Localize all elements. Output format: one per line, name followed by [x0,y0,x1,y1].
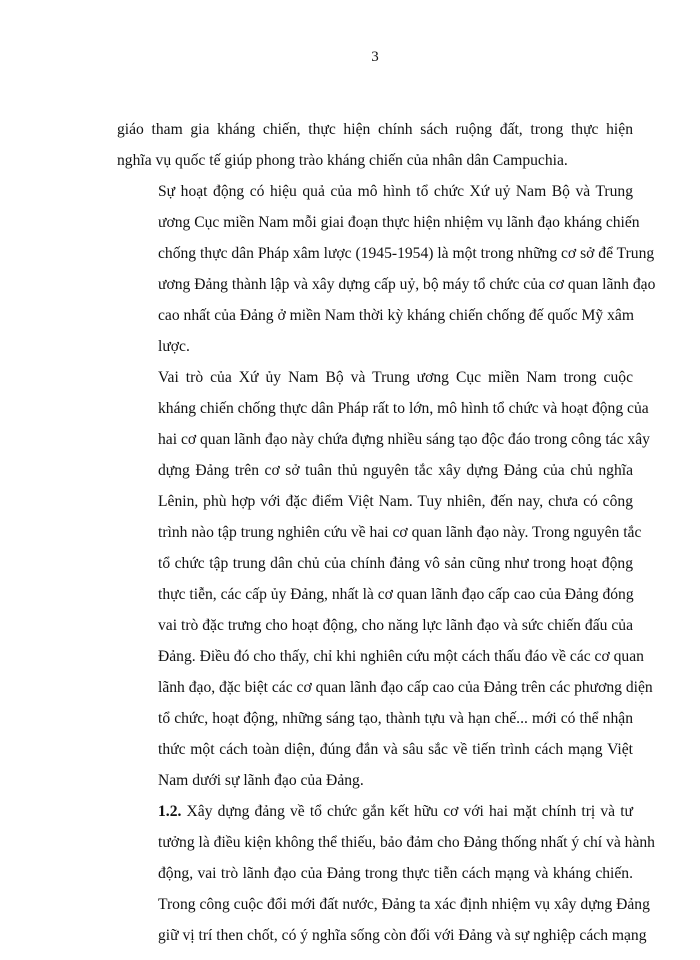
text-line: giữ vị trí then chốt, có ý nghĩa sống còn đối với Đảng và sự nghiệp cách mạng [158,927,647,944]
text-line: tưởng là điều kiện không thể thiếu, bảo đảm cho Đảng thống nhất ý chí và hành [158,834,655,851]
page-number: 3 [371,49,379,65]
text-line: chống thực dân Pháp xâm lược (1945-1954) là một trong những cơ sở để Trung [158,245,655,262]
text-line: nghĩa vụ quốc tế giúp phong trào kháng chiến của nhân dân Campuchia. [117,152,568,169]
text-line: hai cơ quan lãnh đạo này chứa đựng nhiều sáng tạo độc đáo trong công tác xây [158,431,650,448]
text-line: Sự hoạt động có hiệu quả của mô hình tổ chức Xứ uỷ Nam Bộ và Trung [158,183,633,200]
text-line: ương Đảng thành lập và xây dựng cấp uỷ, bộ máy tổ chức của cơ quan lãnh đạo [158,276,656,293]
text-line: thực tiễn, các cấp ủy Đảng, nhất là cơ quan lãnh đạo cấp cao của Đảng đóng [158,586,634,603]
text-line: Nam dưới sự lãnh đạo của Đảng. [158,772,364,789]
text-line-rest: Xây dựng đảng về tổ chức gắn kết hữu cơ với hai mặt chính trị và tư [181,803,633,820]
text-line: cao nhất của Đảng ở miền Nam thời kỳ kháng chiến chống đế quốc Mỹ xâm [158,307,634,324]
body-text [117,114,656,951]
paragraph-4 [117,796,655,951]
paragraph-1 [117,114,633,176]
text-line: động, vai trò lãnh đạo của Đảng trong thực tiễn cách mạng và kháng chiến. [158,865,633,882]
text-line: Vai trò của Xứ ủy Nam Bộ và Trung ương Cục miền Nam trong cuộc [158,369,633,386]
text-line-with-heading [117,796,633,827]
text-line: thức một cách toàn diện, đúng đắn và sâu sắc về tiến trình cách mạng Việt [158,741,633,758]
text-line: Lênin, phù hợp với đặc điểm Việt Nam. Tuy nhiên, đến nay, chưa có công [158,493,633,510]
text-line: vai trò đặc trưng cho hoạt động, cho năng lực lãnh đạo và sức chiến đấu của [158,617,633,634]
text-line: lược. [158,338,190,355]
section-number: 1.2. [158,803,182,820]
paragraph-2 [117,176,656,362]
text-line: tổ chức tập trung dân chủ của chính đảng vô sản cũng như trong hoạt động [158,555,633,572]
text-line: giáo tham gia kháng chiến, thực hiện chính sách ruộng đất, trong thực hiện [117,121,633,138]
text-line: kháng chiến chống thực dân Pháp rất to lớn, mô hình tổ chức và hoạt động của [158,400,649,417]
paragraph-3 [117,362,653,796]
text-line: ương Cục miền Nam mỗi giai đoạn thực hiện nhiệm vụ lãnh đạo kháng chiến [158,214,640,231]
text-line: tổ chức, hoạt động, những sáng tạo, thành tựu và hạn chế... mới có thể nhận [158,710,633,727]
text-line: Trong công cuộc đổi mới đất nước, Đảng ta xác định nhiệm vụ xây dựng Đảng [158,896,650,913]
text-line: dựng Đảng trên cơ sở tuân thủ nguyên tắc xây dựng Đảng của chủ nghĩa [158,462,633,479]
text-line: Đảng. Điều đó cho thấy, chỉ khi nghiên cứu một cách thấu đáo về các cơ quan [158,648,644,665]
text-line: trình nào tập trung nghiên cứu về hai cơ quan lãnh đạo này. Trong nguyên tắc [158,524,642,541]
text-line: lãnh đạo, đặc biệt các cơ quan lãnh đạo cấp cao của Đảng trên các phương diện [158,679,653,696]
